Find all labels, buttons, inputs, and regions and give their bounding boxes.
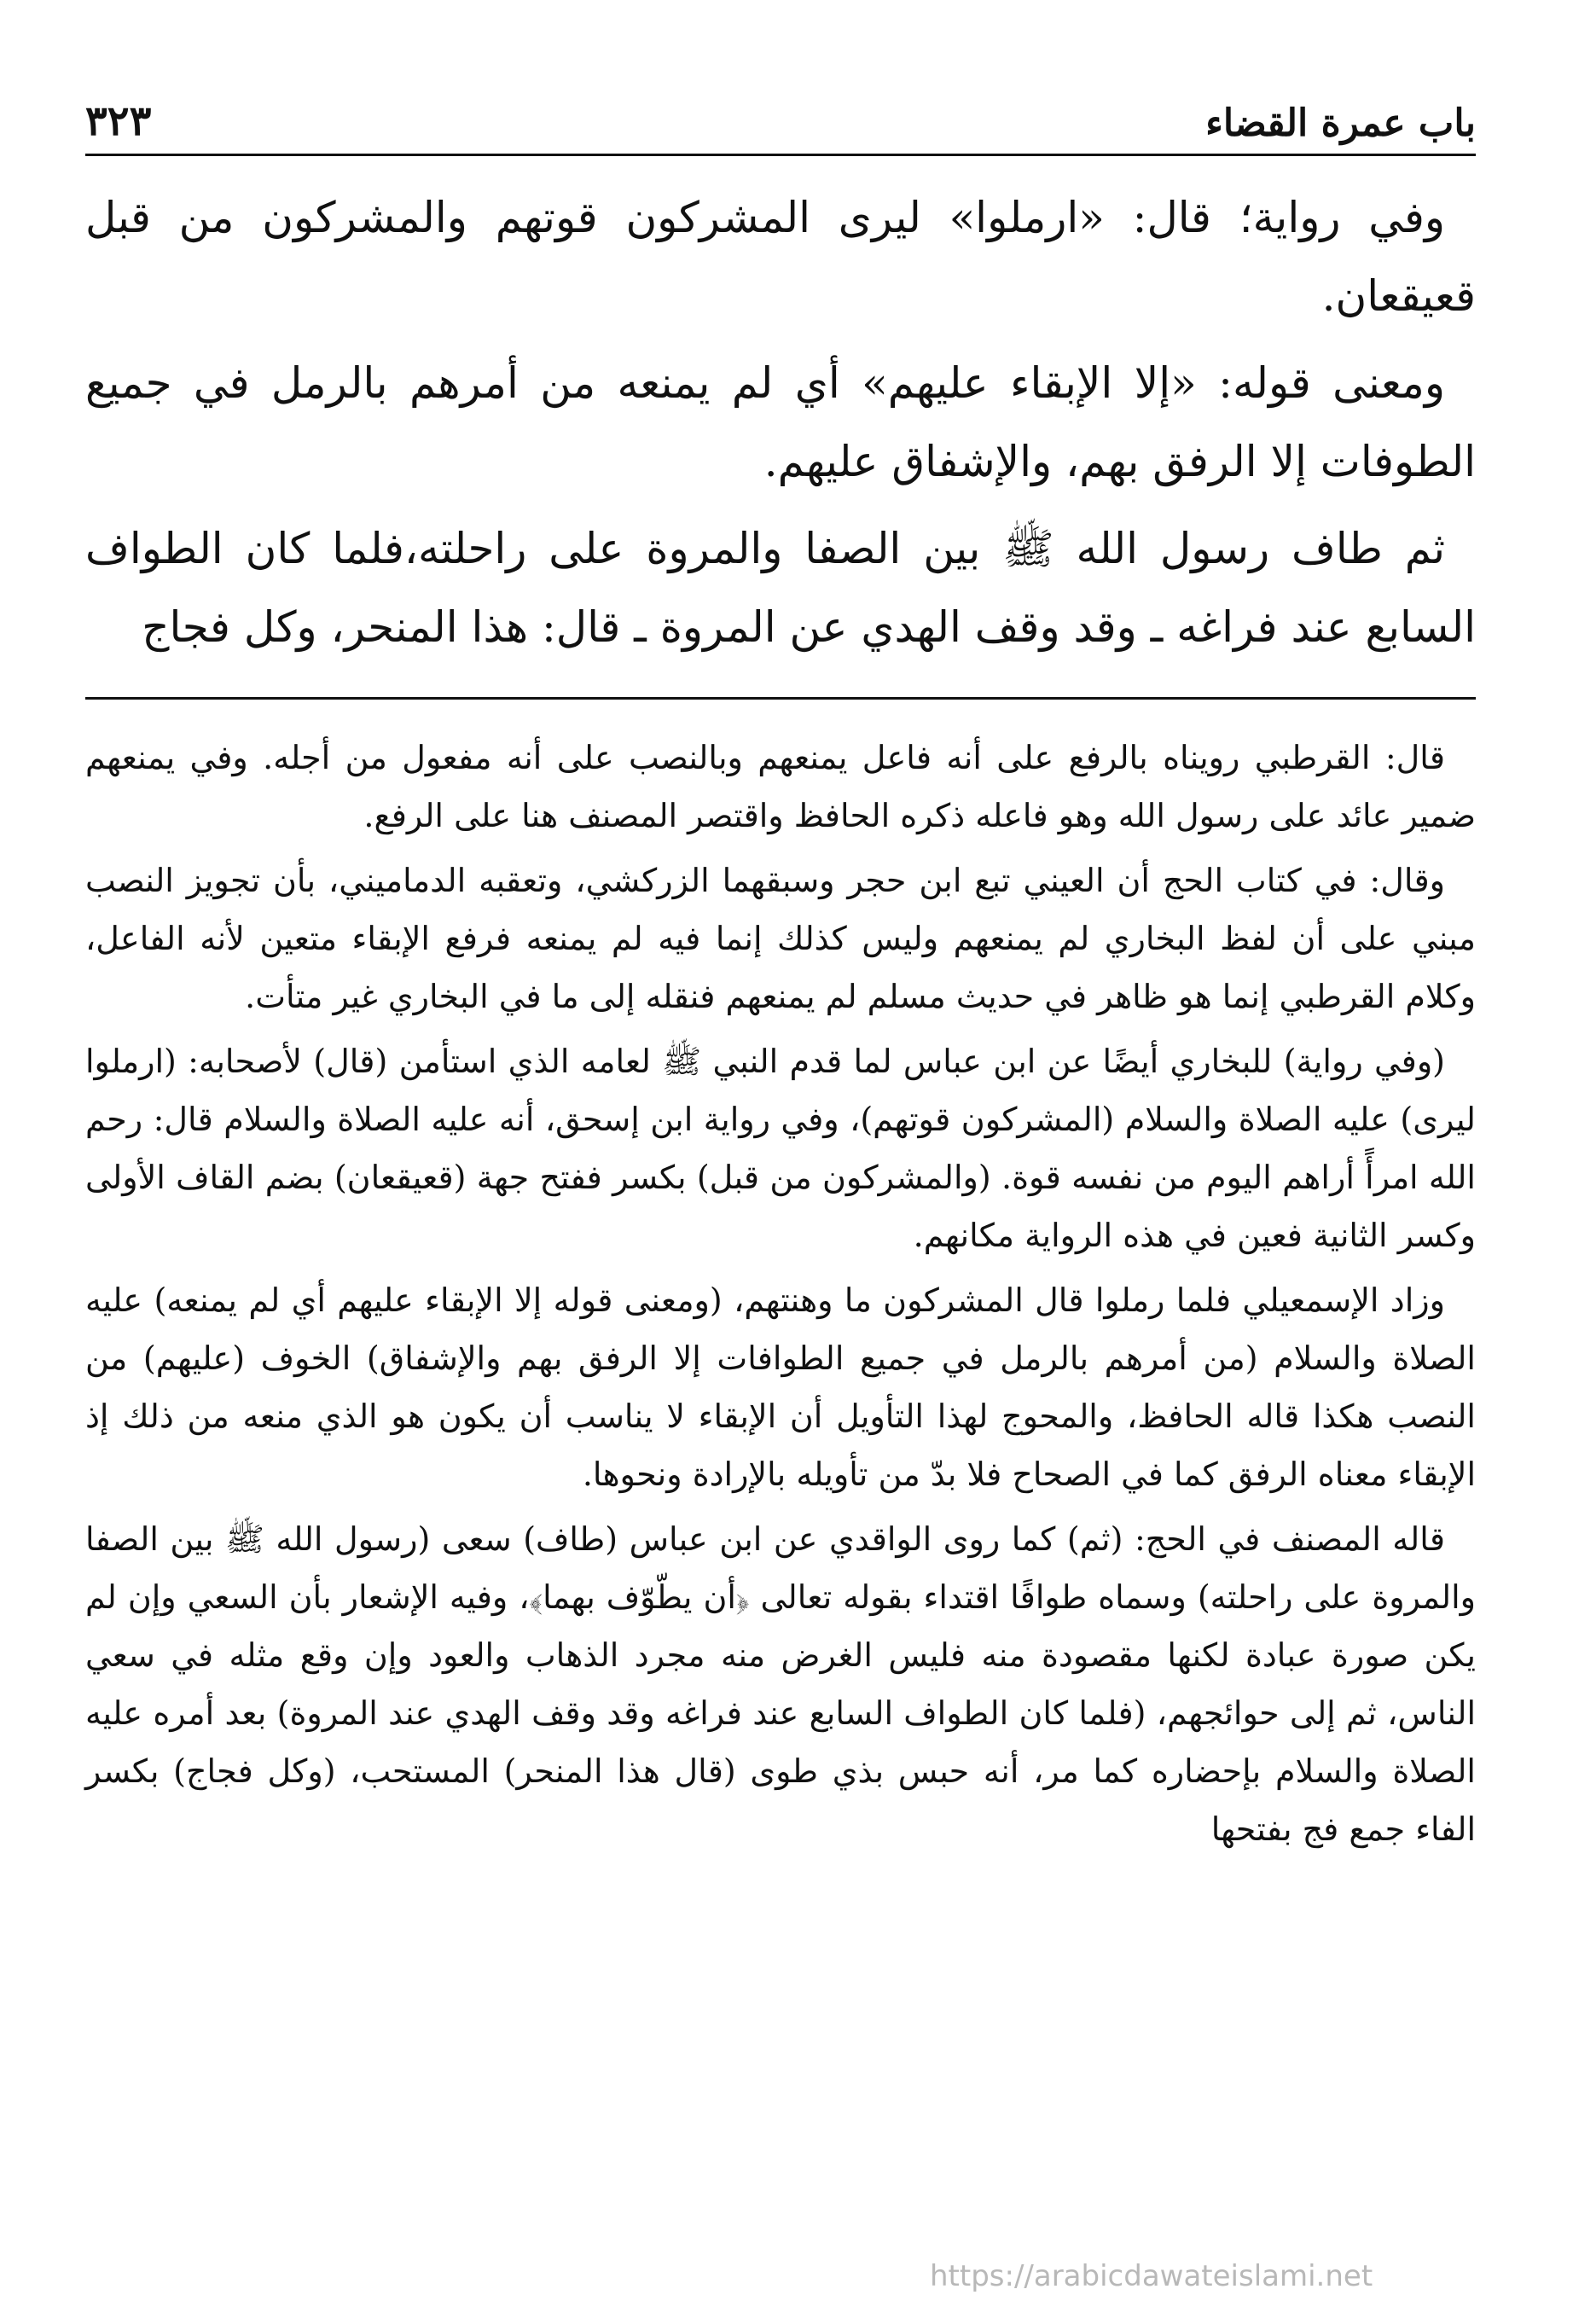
commentary-paragraph: وقال: في كتاب الحج أن العيني تبع ابن حجر وسبقهما الزركشي، وتعقبه الدماميني، بأن تجويز النصب مبني على أن لفظ البخاري لم يمنعهم وليس كذلك إنما فيه لم يمنعه فرفع الإبقاء متعين لأنه الفاعل، وكلام القرطبي إنما هو ظاهر في حديث مسلم لم يمنعهم فنقله إلى ما في البخاري غير متأت. — [85, 862, 1476, 1015]
watermark-url: https://arabicdawateislami.net — [930, 2259, 1373, 2293]
header-rule — [85, 154, 1476, 156]
book-page — [85, 68, 1476, 2286]
commentary-paragraph: قاله المصنف في الحج: (ثم) كما روى الواقدي عن ابن عباس (طاف) سعى (رسول الله ﷺ بين الصفا والمروة على راحلته) وسماه طوافًا اقتداء بقوله تعالى ﴿أن يطّوّف بهما﴾، وفيه الإشعار بأن السعي وإن لم يكن صورة عبادة لكنها مقصودة منه فليس الغرض منه مجرد الذهاب والعود وإن وقع مثله في سعي الناس، ثم إلى حوائجهم، (فلما كان الطواف السابع عند فراغه وقد وقف الهدي عند المروة) بعد أمره عليه الصلاة والسلام بإحضاره كما مر، أنه حبس بذي طوى (قال هذا المنحر) المستحب، (وكل فجاج) بكسر الفاء جمع فج بفتحها — [85, 1520, 1476, 1848]
main-text — [85, 178, 1476, 666]
commentary-paragraph: وزاد الإسمعيلي فلما رملوا قال المشركون ما وهنتهم، (ومعنى قوله إلا الإبقاء عليهم أي لم يمنعه) عليه الصلاة والسلام (من أمرهم بالرمل في جميع الطوافات إلا الرفق بهم والإشفاق) الخوف (عليهم) من النصب هكذا قاله الحافظ، والمحوج لهذا التأويل أن الإبقاء لا يناسب أن يكون هو الذي منعه من ذلك إذ الإبقاء معناه الرفق كما في الصحاح فلا بدّ من تأويله بالإرادة ونحوها. — [85, 1281, 1476, 1493]
page-header — [85, 68, 1476, 145]
commentary-paragraph: (وفي رواية) للبخاري أيضًا عن ابن عباس لما قدم النبي ﷺ لعامه الذي استأمن (قال) لأصحابه: (ارملوا ليرى) عليه الصلاة والسلام (المشركون قوتهم)، وفي رواية ابن إسحق، أنه عليه الصلاة والسلام قال: رحم الله امرأً أراهم اليوم من نفسه قوة. (والمشركون من قبل) بكسر ففتح جهة (قعيقعان) بضم القاف الأولى وكسر الثانية فعين في هذه الرواية مكانهم. — [85, 1043, 1476, 1254]
main-paragraph: ومعنى قوله: «إلا الإبقاء عليهم» أي لم يمنعه من أمرهم بالرمل في جميع الطوفات إلا الرفق بهم، والإشفاق عليهم. — [85, 358, 1476, 486]
main-paragraph: ثم طاف رسول الله ﷺ بين الصفا والمروة على راحلته،فلما كان الطواف السابع عند فراغه ـ وقد وقف الهدي عن المروة ـ قال: هذا المنحر، وكل فجاج — [85, 524, 1476, 652]
page-number: ٣٢٣ — [85, 97, 152, 145]
commentary — [85, 729, 1476, 1858]
section-divider — [85, 697, 1476, 700]
main-paragraph: وفي رواية؛ قال: «ارملوا» ليرى المشركون قوتهم والمشركون من قبل قعيقعان. — [85, 193, 1476, 321]
chapter-title: باب عمرة القضاء — [1205, 102, 1476, 145]
commentary-paragraph: قال: القرطبي رويناه بالرفع على أنه فاعل يمنعهم وبالنصب على أنه مفعول من أجله. وفي يمنعهم ضمير عائد على رسول الله وهو فاعله ذكره الحافظ واقتصر المصنف هنا على الرفع. — [85, 739, 1476, 834]
